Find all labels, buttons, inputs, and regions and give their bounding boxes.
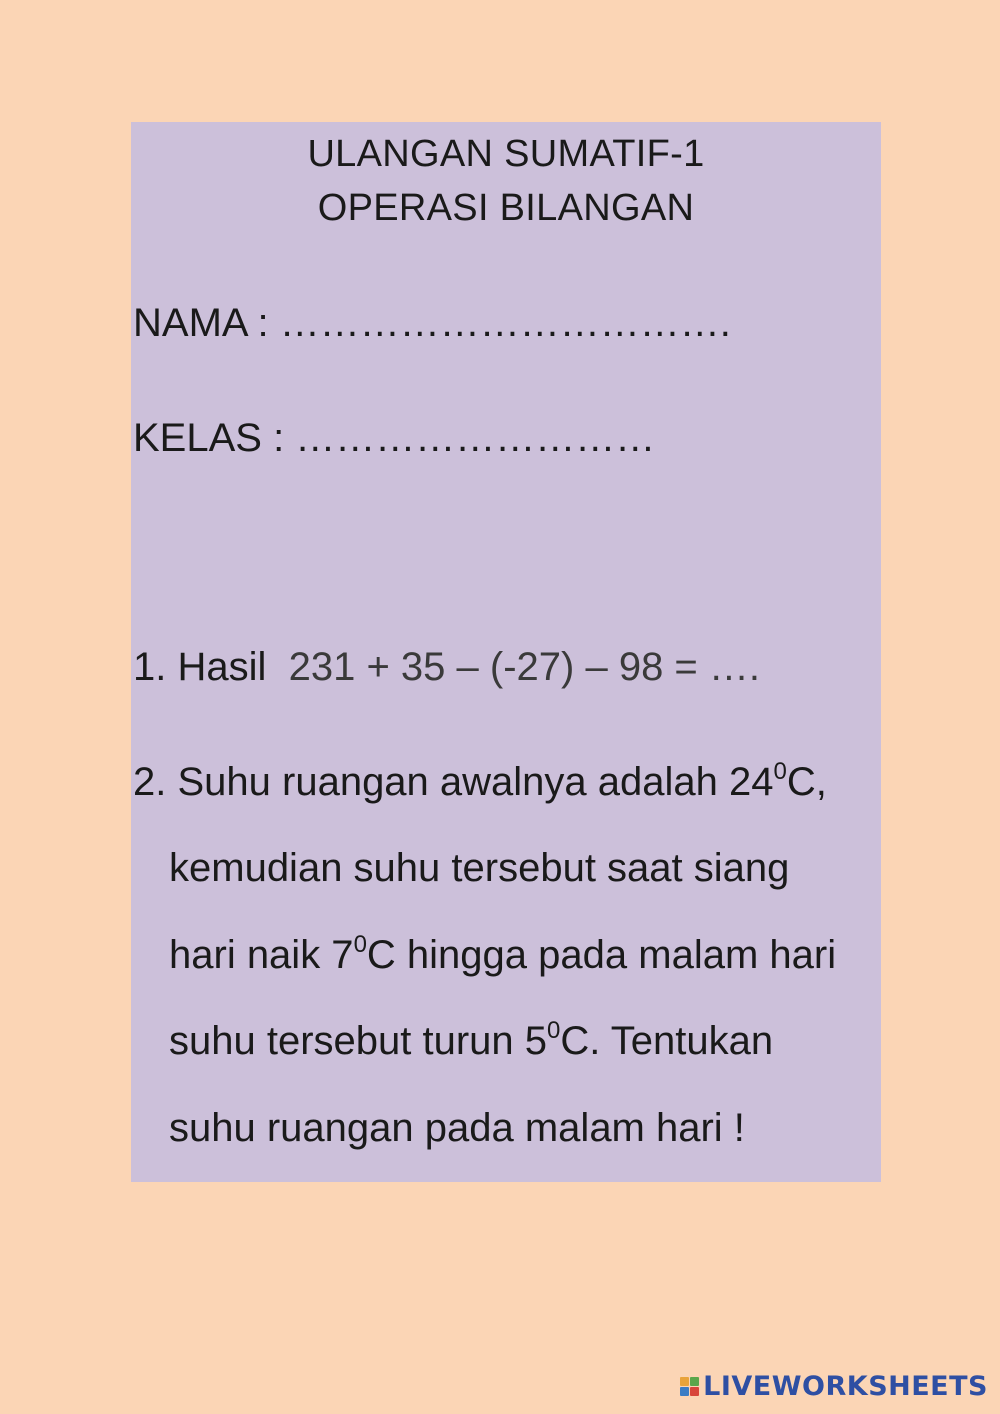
brand-name: LIVEWORKSHEETS xyxy=(703,1370,988,1402)
question-2-text: C. Tentukan xyxy=(560,1019,774,1063)
question-2-text: suhu tersebut turun 5 xyxy=(169,1019,548,1063)
question-2-line-5: suhu ruangan pada malam hari ! xyxy=(169,1106,745,1150)
question-1 xyxy=(133,644,760,690)
question-1-expression: 231 + 35 – (-27) – 98 = …. xyxy=(288,645,761,689)
question-2-line-1 xyxy=(133,759,827,811)
worksheet-title: ULANGAN SUMATIF-1 xyxy=(307,133,705,175)
question-2-line-4 xyxy=(169,1018,773,1070)
question-1-prefix: 1. Hasil xyxy=(133,645,289,689)
question-2-line-2: kemudian suhu tersebut saat siang xyxy=(169,846,790,890)
nama-field: NAMA : ……………………………. xyxy=(133,301,731,345)
question-2-line-3 xyxy=(169,932,836,984)
degree-superscript: 0 xyxy=(547,1017,561,1044)
question-2-text: C, xyxy=(786,760,827,804)
degree-superscript: 0 xyxy=(353,931,367,958)
question-2-text: hari naik 7 xyxy=(169,933,354,977)
worksheet-subtitle: OPERASI BILANGAN xyxy=(317,187,695,229)
question-2-text: C hingga pada malam hari xyxy=(366,933,837,977)
degree-superscript: 0 xyxy=(773,758,787,785)
liveworksheets-brand xyxy=(680,1368,988,1404)
worksheet-panel xyxy=(131,122,881,1182)
liveworksheets-logo-icon xyxy=(680,1377,699,1396)
kelas-field: KELAS : ……………………… xyxy=(133,416,656,460)
question-2-text: 2. Suhu ruangan awalnya adalah 24 xyxy=(133,760,774,804)
